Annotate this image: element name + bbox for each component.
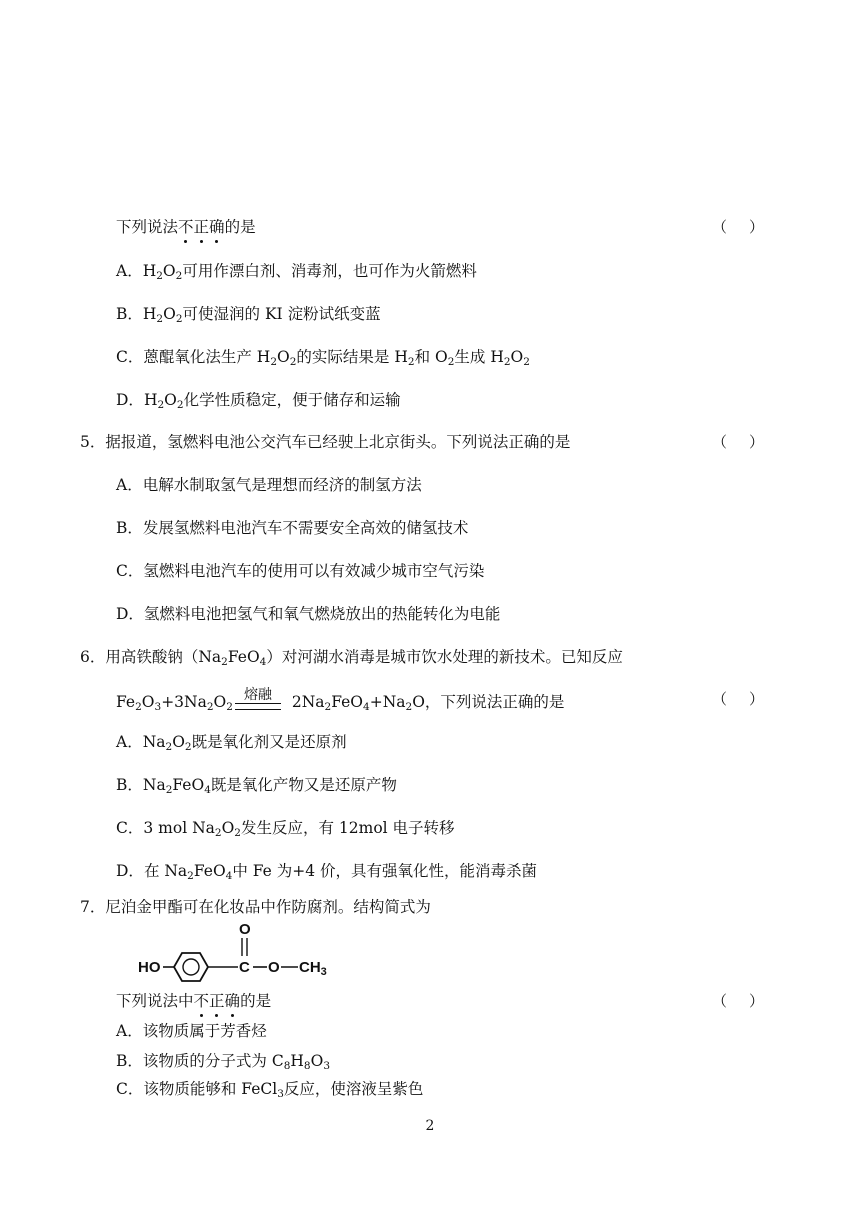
- q5-option-c: C．氢燃料电池汽车的使用可以有效减少城市空气污染: [116, 562, 485, 580]
- q4-option-c: C．蒽醌氧化法生产 $H_2O_2$的实际结果是 $H_2$和 $O_2$生成 $H_2O_2$: [116, 348, 530, 368]
- q7-option-a: A．该物质属于芳香烃: [116, 1022, 267, 1040]
- benzene-ring-circle: [183, 959, 199, 975]
- q5-answer-blank: （ ）: [712, 433, 764, 451]
- q5-option-b: B．发展氢燃料电池汽车不需要安全高效的储氢技术: [116, 519, 469, 537]
- structural-formula: [138, 920, 338, 982]
- equals-sign: [235, 703, 281, 710]
- reaction-condition: 熔融: [235, 687, 281, 710]
- ester-oxygen-label: O: [268, 959, 280, 976]
- q7-option-c: C．该物质能够和 FeCl$_3$反应，使溶液呈紫色: [116, 1080, 424, 1100]
- hydroxyl-label: HO: [138, 959, 161, 976]
- q7-stem: 7．尼泊金甲酯可在化妆品中作防腐剂。结构简式为: [80, 898, 431, 916]
- methyl-label: $CH_3$: [299, 959, 327, 978]
- q6-answer-blank: （ ）: [712, 690, 764, 708]
- q4-option-d: D．$H_2O_2$化学性质稳定，便于储存和运输: [116, 391, 401, 411]
- q7-answer-blank: （ ）: [712, 992, 764, 1010]
- q4-option-b: B．$H_2O_2$可使湿润的 KI 淀粉试纸变蓝: [116, 305, 381, 325]
- carbon-label: C: [239, 959, 250, 976]
- q6-option-a: A．$Na_2O_2$既是氧化剂又是还原剂: [116, 733, 347, 753]
- q5-stem: 5．据报道，氢燃料电池公交汽车已经驶上北京街头。下列说法正确的是: [80, 433, 571, 451]
- q5-option-a: A．电解水制取氢气是理想而经济的制氢方法: [116, 476, 422, 494]
- q6-option-b: B．$Na_2FeO_4$既是氧化产物又是还原产物: [116, 776, 397, 796]
- q7-sub-stem: 下列说法中不正确的是: [116, 992, 272, 1010]
- q5-option-d: D．氢燃料电池把氢气和氧气燃烧放出的热能转化为电能: [116, 605, 501, 623]
- q4-stem: 下列说法不正确的是: [116, 218, 256, 236]
- benzene-ring: [174, 953, 208, 981]
- q6-stem-line1: 6．用高铁酸钠$(Na_2FeO_4)$对河湖水消毒是城市饮水处理的新技术。已知反应: [80, 648, 623, 668]
- q7-option-b: B．该物质的分子式为 $C_8H_8O_3$: [116, 1052, 330, 1072]
- q4-answer-blank: （ ）: [712, 218, 764, 236]
- q6-reaction-equation: $Fe_2O_3+3Na_2O_2$ 熔融 $2Na_2FeO_4+Na_2O$，下列说法正确的是: [116, 687, 565, 713]
- carbonyl-oxygen-label: O: [239, 921, 251, 938]
- q4-option-a: A．$H_2O_2$可用作漂白剂、消毒剂，也可作为火箭燃料: [116, 262, 477, 282]
- q6-option-d: D．在 $Na_2FeO_4$中 Fe 为+4 价，具有强氧化性，能消毒杀菌: [116, 862, 538, 882]
- page-number: 2: [425, 1118, 435, 1134]
- q6-option-c: C．3 mol $Na_2O_2$发生反应，有 12mol 电子转移: [116, 819, 455, 839]
